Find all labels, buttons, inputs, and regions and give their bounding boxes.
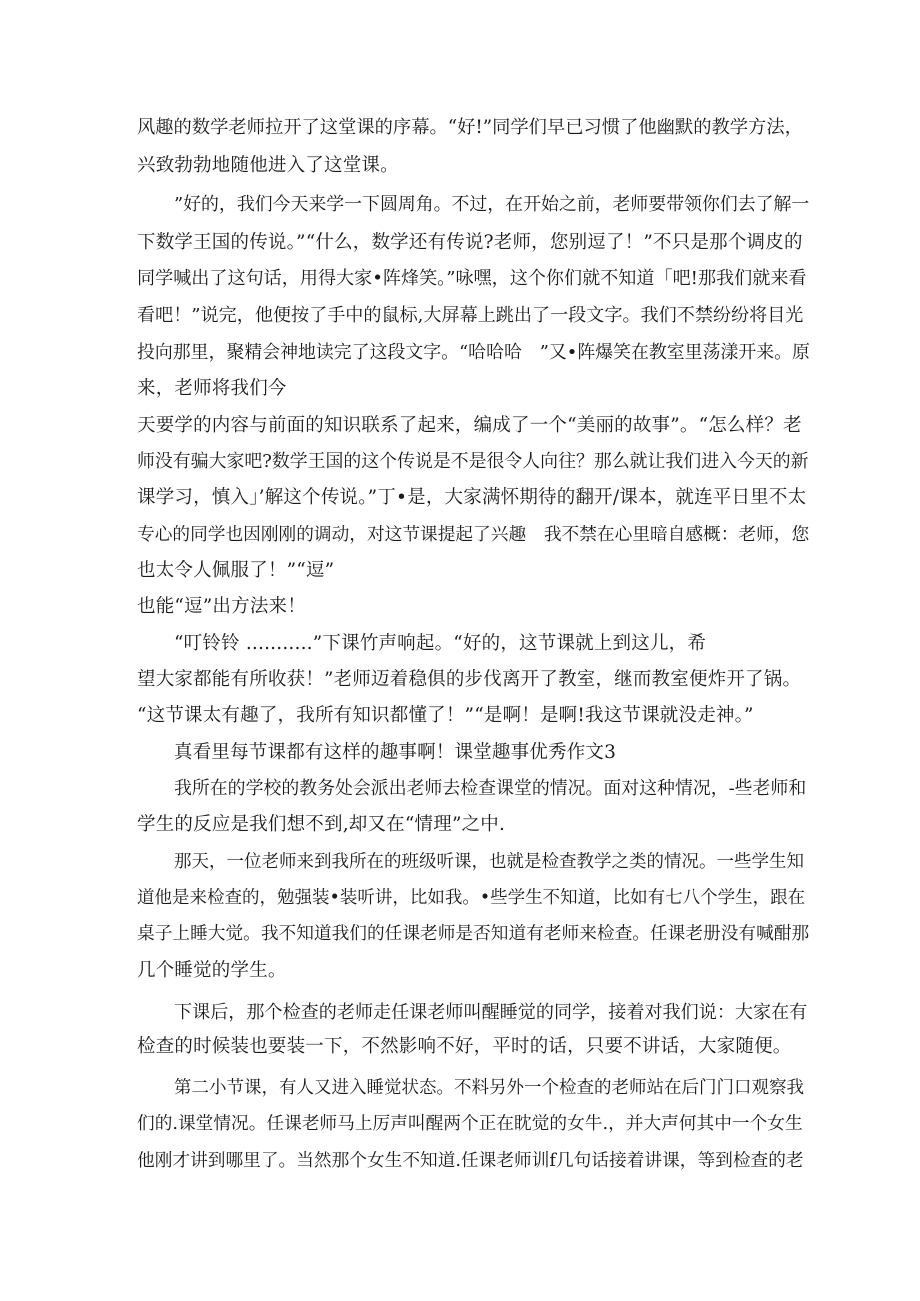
text-line: “叮铃铃 ...........”下课竹声响起。“好的，这节课就上到这儿，希 bbox=[174, 633, 707, 654]
text-line: 风趣的数学老师拉开了这堂课的序幕。“好!”同学们早已习惯了他幽默的教学方法， bbox=[137, 117, 803, 138]
text-line: 学生的反应是我们想不到,却又在“情理”之中. bbox=[137, 814, 506, 835]
text-line: 我所在的学校的教务处会派出老师去检查课堂的情况。面对这种情况，-些老师和 bbox=[174, 778, 807, 799]
text-line: 检查的时候装也要装一下，不然影响不好，平时的话，只要不讲话，大家随便。 bbox=[137, 1036, 792, 1057]
text-line: ”好的，我们今天来学一下圆周角。不过，在开始之前，老师要带领你们去了解一 bbox=[174, 194, 810, 215]
text-line: 也太令人佩服了！”“逗” bbox=[137, 560, 335, 581]
text-line: 看吧！”说完，他便按了手中的鼠标,大屏幕上跳出了一段文字。我们不禁纷纷将目光 bbox=[137, 305, 804, 326]
text-line: 投向那里，聚精会神地读完了这段文字。“哈哈哈 ”又•阵爆笑在教室里荡漾开来。原 bbox=[137, 342, 810, 363]
text-line: 天要学的内容与前面的知识联系了起来，编成了一个“美丽的故事”。“怎么样？老 bbox=[137, 415, 802, 436]
text-line: 们的.课堂情况。任课老师马上厉声叫醒两个正在眈觉的女牛.，并大声何其中一个女生 bbox=[137, 1114, 803, 1134]
text-line: 那天，一位老师来到我所在的班级听课，也就是检查教学之类的情况。一些学生知 bbox=[174, 852, 804, 872]
text-line: 下课后，那个检查的老师走任课老师叫醒睡觉的同学，接着对我们说：大家在有 bbox=[174, 1002, 808, 1023]
text-line: 望大家都能有所收获！”老师迈着稳俱的步伐离开了教室，继而教室便炸开了锅。 bbox=[137, 669, 802, 690]
text-line: 下数学王国的传说。”“什么，数学还有传说?老师，您别逗了！”不只是那个调皮的 bbox=[137, 232, 803, 253]
text-line: 来，老师将我们今 bbox=[137, 378, 287, 399]
text-line: 第二小节课，有人又进入睡觉状态。不料另外一个检查的老师站在后门门口观察我 bbox=[174, 1078, 804, 1098]
text-line: 兴致勃勃地随他进入了这堂课。 bbox=[137, 155, 399, 176]
text-line: 真看里每节课都有这样的趣事啊！课堂趣事优秀作文3 bbox=[174, 742, 617, 763]
text-line: 同学喊出了这句话，用得大家•阵烽笑。”咏嘿，这个你们就不知道「吧!那我们就来看 bbox=[137, 268, 807, 289]
text-line: 几个睡觉的学生。 bbox=[137, 960, 287, 981]
text-line: 桌子上睡大觉。我不知道我们的任课老师是否知道有老师来检查。任课老册没有喊酣那 bbox=[137, 924, 810, 944]
text-line: 专心的同学也因刚刚的调动，对这节课提起了兴趣 我不禁在心里暗自感概：老师，您 bbox=[137, 525, 810, 545]
text-line: 道他是来检查的，勉强装•装听讲，比如我。•些学生不知道，比如有七八个学生，跟在 bbox=[137, 888, 806, 908]
text-line: 师没有骗大家吧?数学王国的这个传说是不是很令人向往？那么就让我们进入今天的新 bbox=[137, 451, 809, 472]
text-line: 课学习，慎入」’解这个传说。”丁•是，大家满怀期待的翻开/课本，就连平日里不太 bbox=[137, 487, 807, 508]
text-line: “这节课太有趣了，我所有知识都懂了！”“是啊！是啊!我这节课就没走神。” bbox=[137, 705, 754, 726]
text-line: 也能“逗”出方法来！ bbox=[137, 596, 306, 617]
text-line: 他刚才讲到哪里了。当然那个女生不知道.任课老师训f几句话接着讲课，等到检查的老 bbox=[137, 1151, 804, 1171]
